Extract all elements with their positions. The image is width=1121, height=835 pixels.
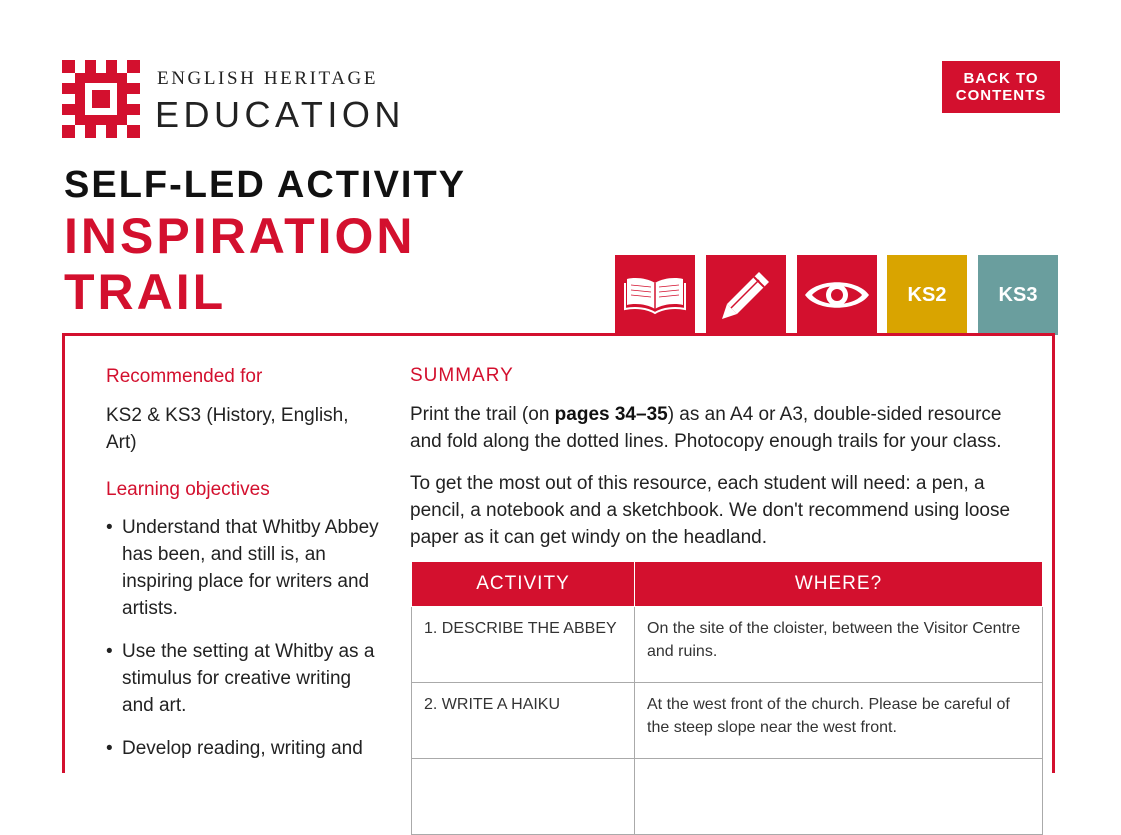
back-to-contents-button[interactable] xyxy=(942,61,1060,113)
page-title-line2: TRAIL xyxy=(64,264,227,320)
english-heritage-logo xyxy=(62,60,140,138)
brand-name: ENGLISH HERITAGE xyxy=(157,68,379,89)
where-cell xyxy=(635,759,1043,835)
activity-cell xyxy=(412,607,635,683)
where-cell: At the west front of the church. Please be careful of the steep slope near the west front. xyxy=(635,683,1043,759)
recommended-text: KS2 & KS3 (History, English, Art) xyxy=(106,405,349,453)
table-row xyxy=(412,759,1043,835)
objectives-list xyxy=(106,514,381,778)
objective-item: • Use the setting at Whitby as a stimulus for creative writing and art. xyxy=(106,638,381,719)
summary-p1-text: Print the trail (on xyxy=(410,404,555,425)
activity-cell xyxy=(412,683,635,759)
writing-tile xyxy=(706,255,786,335)
book-icon xyxy=(623,275,687,315)
reading-tile xyxy=(615,255,695,335)
where-column-header: WHERE? xyxy=(635,562,1043,607)
eye-icon xyxy=(802,275,872,315)
summary-paragraph-2: To get the most out of this resource, each student will need: a pen, a pencil, a notebook and a sketchbook. We don't recommend using loose paper as it can get windy on the headland. xyxy=(410,473,1011,548)
where-cell: On the site of the cloister, between the Visitor Centre and ruins. xyxy=(635,607,1043,683)
ks2-tile: KS2 xyxy=(887,255,967,335)
activity-cell xyxy=(412,759,635,835)
activity-kicker: SELF-LED ACTIVITY xyxy=(64,164,467,206)
summary-pages-ref: pages 34–35 xyxy=(554,404,668,425)
category-tiles xyxy=(0,255,1121,335)
back-to-contents-line2: CONTENTS xyxy=(955,87,1047,104)
activity-column-header: ACTIVITY xyxy=(412,562,635,607)
recommended-heading: Recommended for xyxy=(106,366,263,387)
observing-tile xyxy=(797,255,877,335)
table-row xyxy=(412,683,1043,759)
objectives-heading: Learning objectives xyxy=(106,479,270,500)
objective-item: • Develop reading, writing and xyxy=(106,735,381,762)
pencil-icon xyxy=(719,268,773,322)
activity-name: 1. DESCRIBE THE ABBEY xyxy=(424,620,617,637)
objective-item: • Understand that Whitby Abbey has been, and still is, an inspiring place for writers and artists. xyxy=(106,514,381,622)
brand-education: EDUCATION xyxy=(155,94,405,135)
summary-p1-text-end: ) as an A4 or A3, double-sided resource and fold along the dotted lines. Photocopy enough trails for your class. xyxy=(410,404,1002,452)
page-title-line1: INSPIRATION xyxy=(64,208,416,264)
table-header-row xyxy=(412,562,1043,607)
ks3-tile: KS3 xyxy=(978,255,1058,335)
summary-paragraph-1 xyxy=(410,401,1030,455)
activity-table xyxy=(411,561,1043,835)
table-row xyxy=(412,607,1043,683)
summary-heading: SUMMARY xyxy=(410,365,514,386)
back-to-contents-line1: BACK TO xyxy=(963,70,1039,87)
activity-name: 2. WRITE A HAIKU xyxy=(424,696,561,713)
